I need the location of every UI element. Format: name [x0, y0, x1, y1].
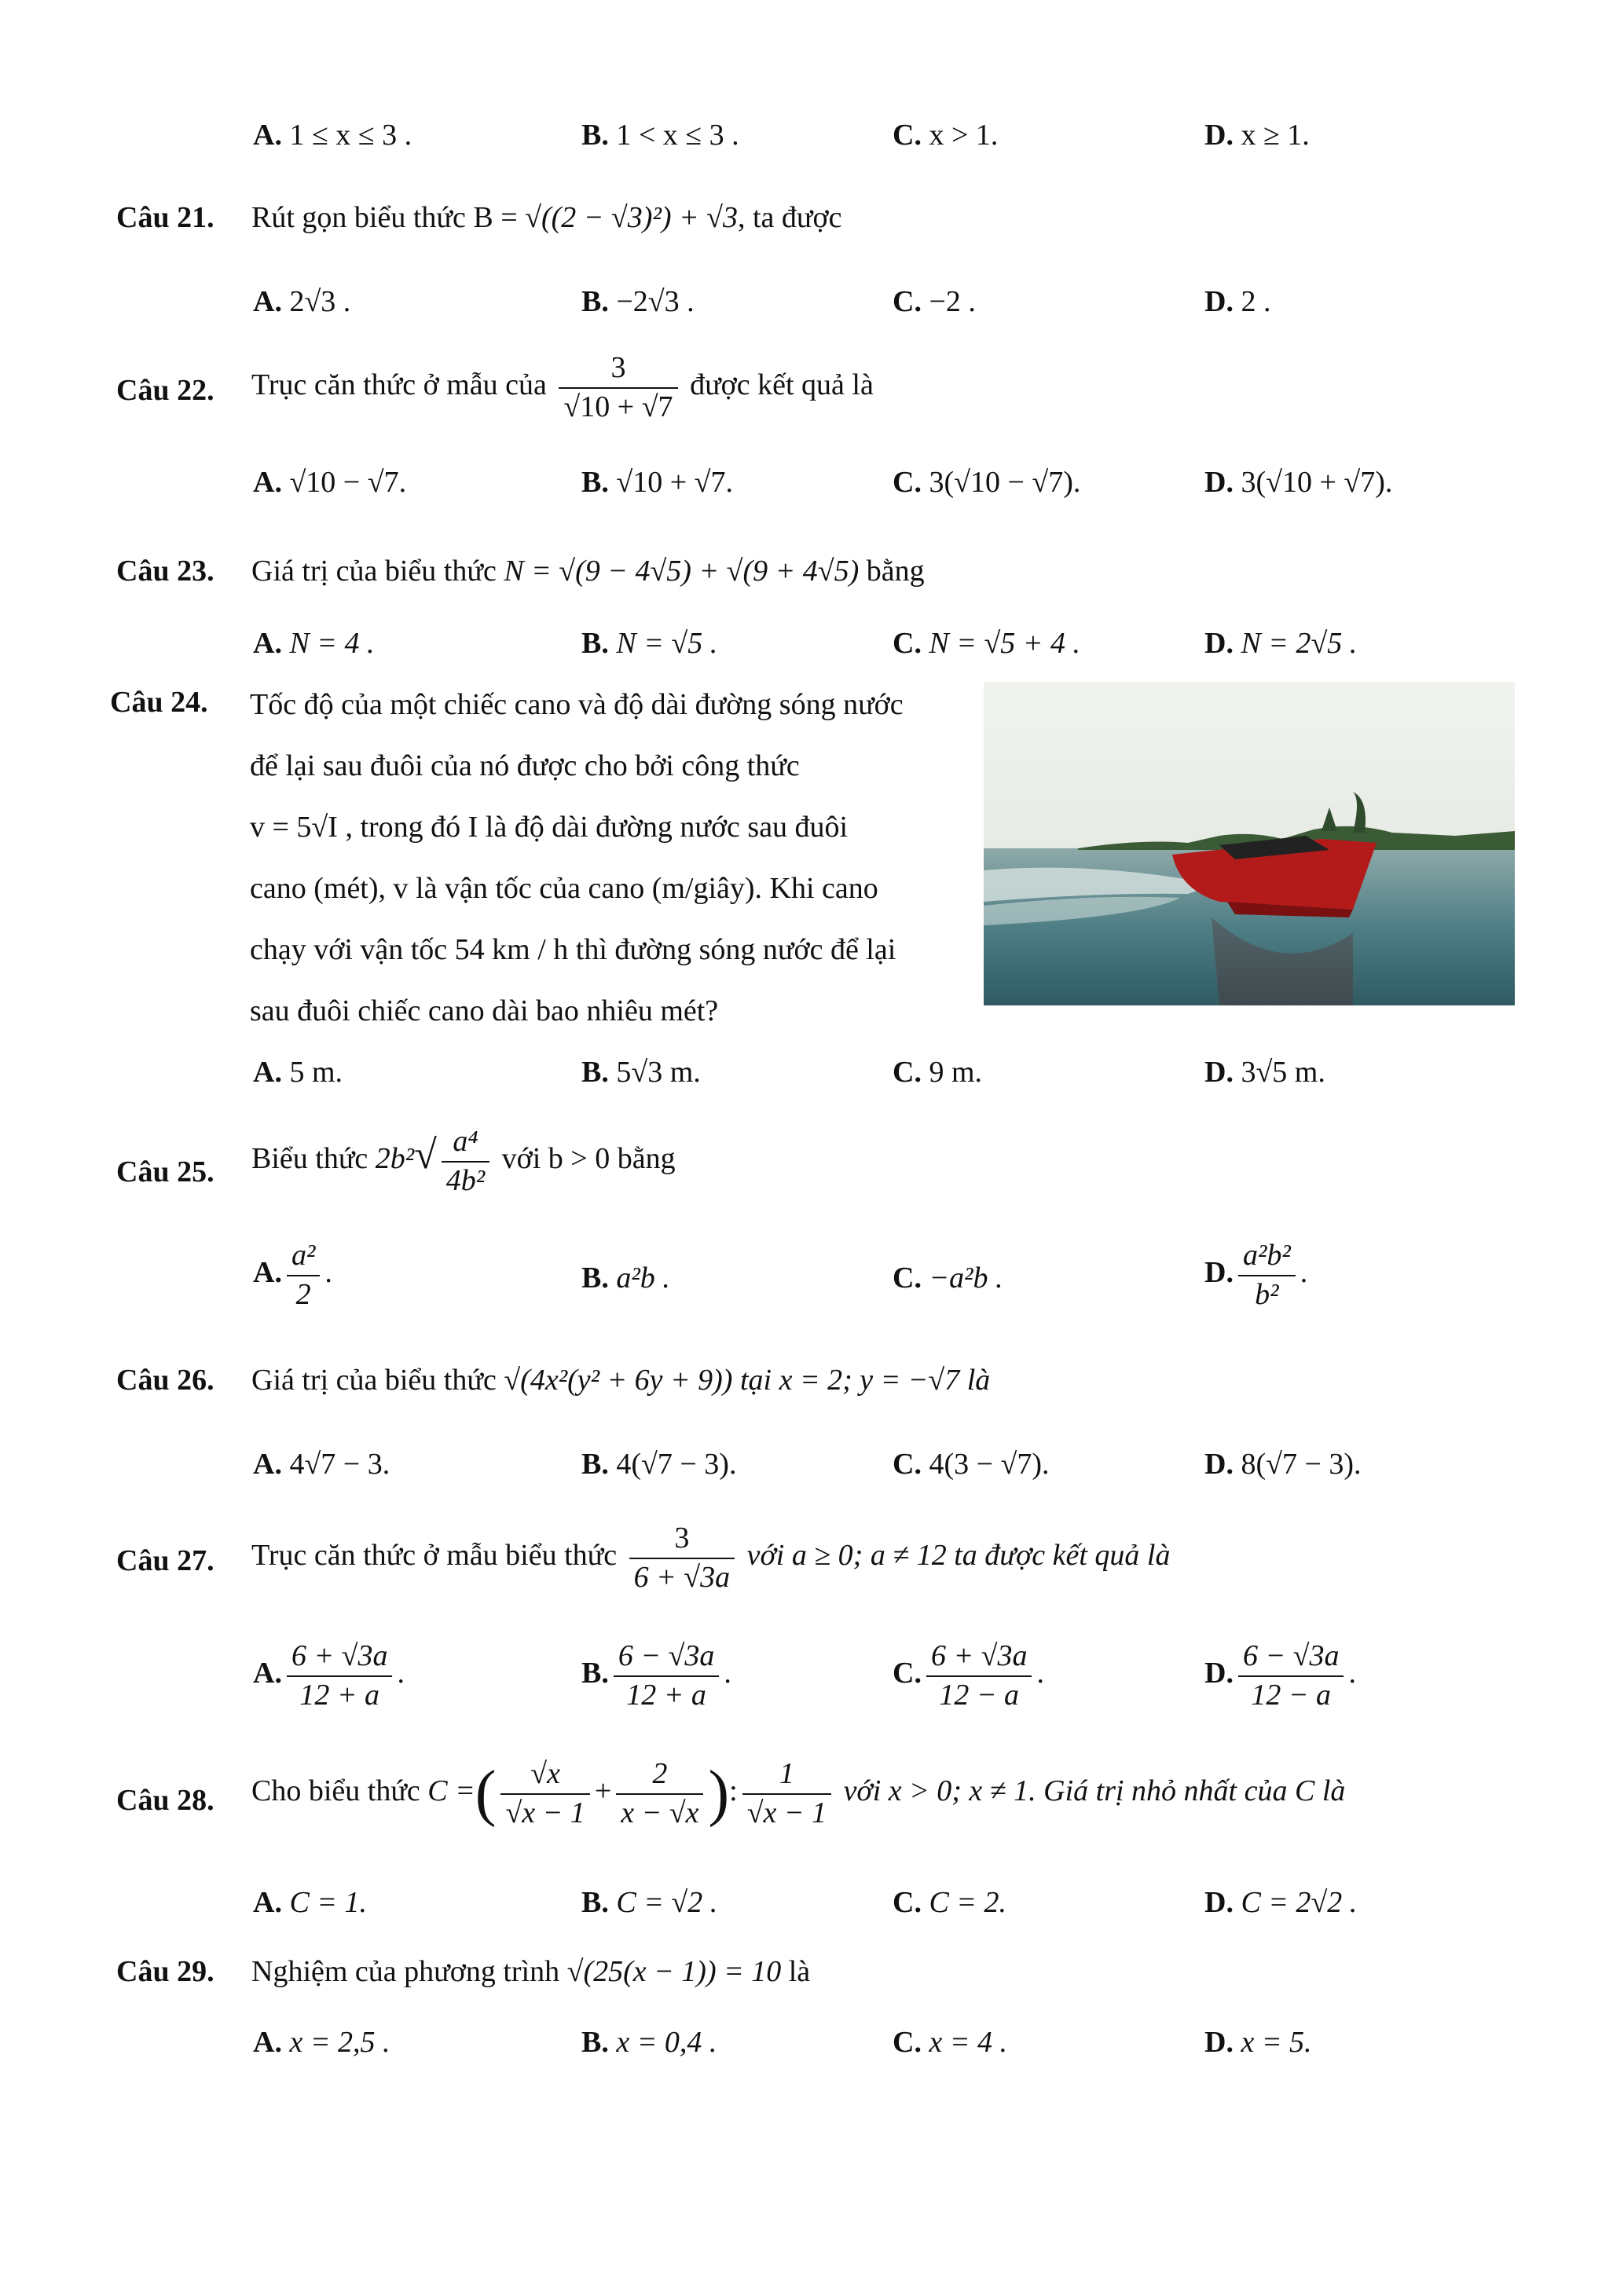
option-d: D. 2 .	[1204, 285, 1271, 318]
option-a: A. 2√3 .	[253, 285, 351, 318]
option-d: D. 3(√10 + √7).	[1204, 466, 1393, 499]
option-a: A. x = 2,5 .	[253, 2026, 390, 2059]
question-stem: Trục căn thức ở mẫu biểu thức $\frac{3}{6 + √3a}$ với a ≥ 0; a ≠ 12 ta được kết quả là	[251, 1520, 1170, 1596]
option-c: C. N = √5 + 4 .	[893, 627, 1080, 660]
question-stem: Rút gọn biểu thức B = √((2 − √3)²) + √3, ta được	[251, 201, 842, 234]
option-d: D. $\frac{6 - √3a}{12 - a}$ .	[1204, 1638, 1356, 1714]
question-number: Câu 29.	[116, 1955, 214, 1988]
option-b: B. N = √5 .	[581, 627, 718, 660]
question-number: Câu 22.	[116, 374, 214, 407]
option-c: C. 9 m.	[893, 1056, 983, 1089]
question-stem: Trục căn thức ở mẫu của $\frac{3}{√10 + √7}$ được kết quả là	[251, 350, 874, 426]
option-a: A. 4√7 − 3.	[253, 1448, 390, 1481]
q25-options	[0, 1237, 1624, 1324]
question-24-text: Tốc độ của một chiếc cano và độ dài đường sóng nước để lại sau đuôi của nó được cho bởi công thức v = 5√I , trong đó I là độ dài đường nước sau đuôi cano (mét), v là vận tốc của cano (m/giây). Khi cano chạy với vận tốc 54 km / h thì đường sóng nước để lại sau đuôi chiếc cano dài bao nhiêu mét?	[250, 688, 904, 1027]
question-stem: Nghiệm của phương trình √(25(x − 1)) = 10 là	[251, 1955, 811, 1988]
option-d: D. 3√5 m.	[1204, 1056, 1325, 1089]
fraction: $\frac{\text{a⁴}}{\text{4b²}}$	[442, 1123, 489, 1199]
option-b: B. $\frac{6 - √3a}{12 + a}$ .	[581, 1638, 731, 1714]
option-a: A. 1 ≤ x ≤ 3 .	[253, 119, 412, 152]
question-number: Câu 26.	[116, 1364, 214, 1397]
question-number: Câu 23.	[116, 555, 214, 588]
option-b: B. 5√3 m.	[581, 1056, 701, 1089]
fraction: $\frac{3}{6 + √3a}$	[629, 1520, 735, 1596]
option-b: B. 4(√7 − 3).	[581, 1448, 737, 1481]
question-number: Câu 28.	[116, 1784, 214, 1817]
option-a: A. N = 4 .	[253, 627, 375, 660]
fraction: $\frac{3}{√10 + √7}$	[559, 350, 677, 426]
option-c: C. 3(√10 − √7).	[893, 466, 1081, 499]
option-d: D. x = 5.	[1204, 2026, 1312, 2059]
option-b: B. C = √2 .	[581, 1886, 718, 1919]
option-d: D. 8(√7 − 3).	[1204, 1448, 1362, 1481]
option-b: B. a²b .	[581, 1262, 670, 1294]
question-stem: Giá trị của biểu thức N = √(9 − 4√5) + √(9 + 4√5) bằng	[251, 555, 925, 588]
speedboat-photo	[984, 682, 1515, 1005]
option-a: A. √10 − √7.	[253, 466, 407, 499]
option-c: C. −2 .	[893, 285, 976, 318]
option-c: C. x = 4 .	[893, 2026, 1007, 2059]
q27-options	[0, 1638, 1624, 1724]
option-a: A. 5 m.	[253, 1056, 343, 1089]
question-number: Câu 27.	[116, 1544, 214, 1577]
option-d: D. x ≥ 1.	[1204, 119, 1310, 152]
option-d: D. $\frac{\text{a²b²}}{\text{b²}}$ .	[1204, 1237, 1307, 1313]
question-stem: Cho biểu thức C =( $\frac{√x}{√x - 1}$ + $\frac{2}{x - √x}$ ): $\frac{1}{√x - 1}$ với x > 0; x ≠ 1. Giá trị nhỏ nhất của C là	[251, 1756, 1345, 1832]
option-d: D. N = 2√5 .	[1204, 627, 1358, 660]
option-a: A. $\frac{\text{a²}}{2}$ .	[253, 1237, 332, 1313]
question-stem: Biểu thức 2b²√ $\frac{\text{a⁴}}{\text{4b²}}$ với b > 0 bằng	[251, 1123, 676, 1199]
option-a: A. C = 1.	[253, 1886, 367, 1919]
option-c: C. −a²b .	[893, 1262, 1003, 1294]
option-c: C. 4(3 − √7).	[893, 1448, 1050, 1481]
option-a: A. $\frac{6 + √3a}{12 + a}$ .	[253, 1638, 405, 1714]
option-b: B. 1 < x ≤ 3 .	[581, 119, 739, 152]
option-c: C. x > 1.	[893, 119, 999, 152]
option-c: C. C = 2.	[893, 1886, 1006, 1919]
question-stem: Giá trị của biểu thức √(4x²(y² + 6y + 9)) tại x = 2; y = −√7 là	[251, 1364, 991, 1397]
option-b: B. x = 0,4 .	[581, 2026, 717, 2059]
option-c: C. $\frac{6 + √3a}{12 - a}$ .	[893, 1638, 1044, 1714]
question-number: Câu 25.	[116, 1155, 214, 1188]
question-number: Câu 21.	[116, 201, 214, 234]
option-b: B. √10 + √7.	[581, 466, 734, 499]
option-d: D. C = 2√2 .	[1204, 1886, 1358, 1919]
question-number: Câu 24.	[110, 686, 208, 719]
option-b: B. −2√3 .	[581, 285, 695, 318]
